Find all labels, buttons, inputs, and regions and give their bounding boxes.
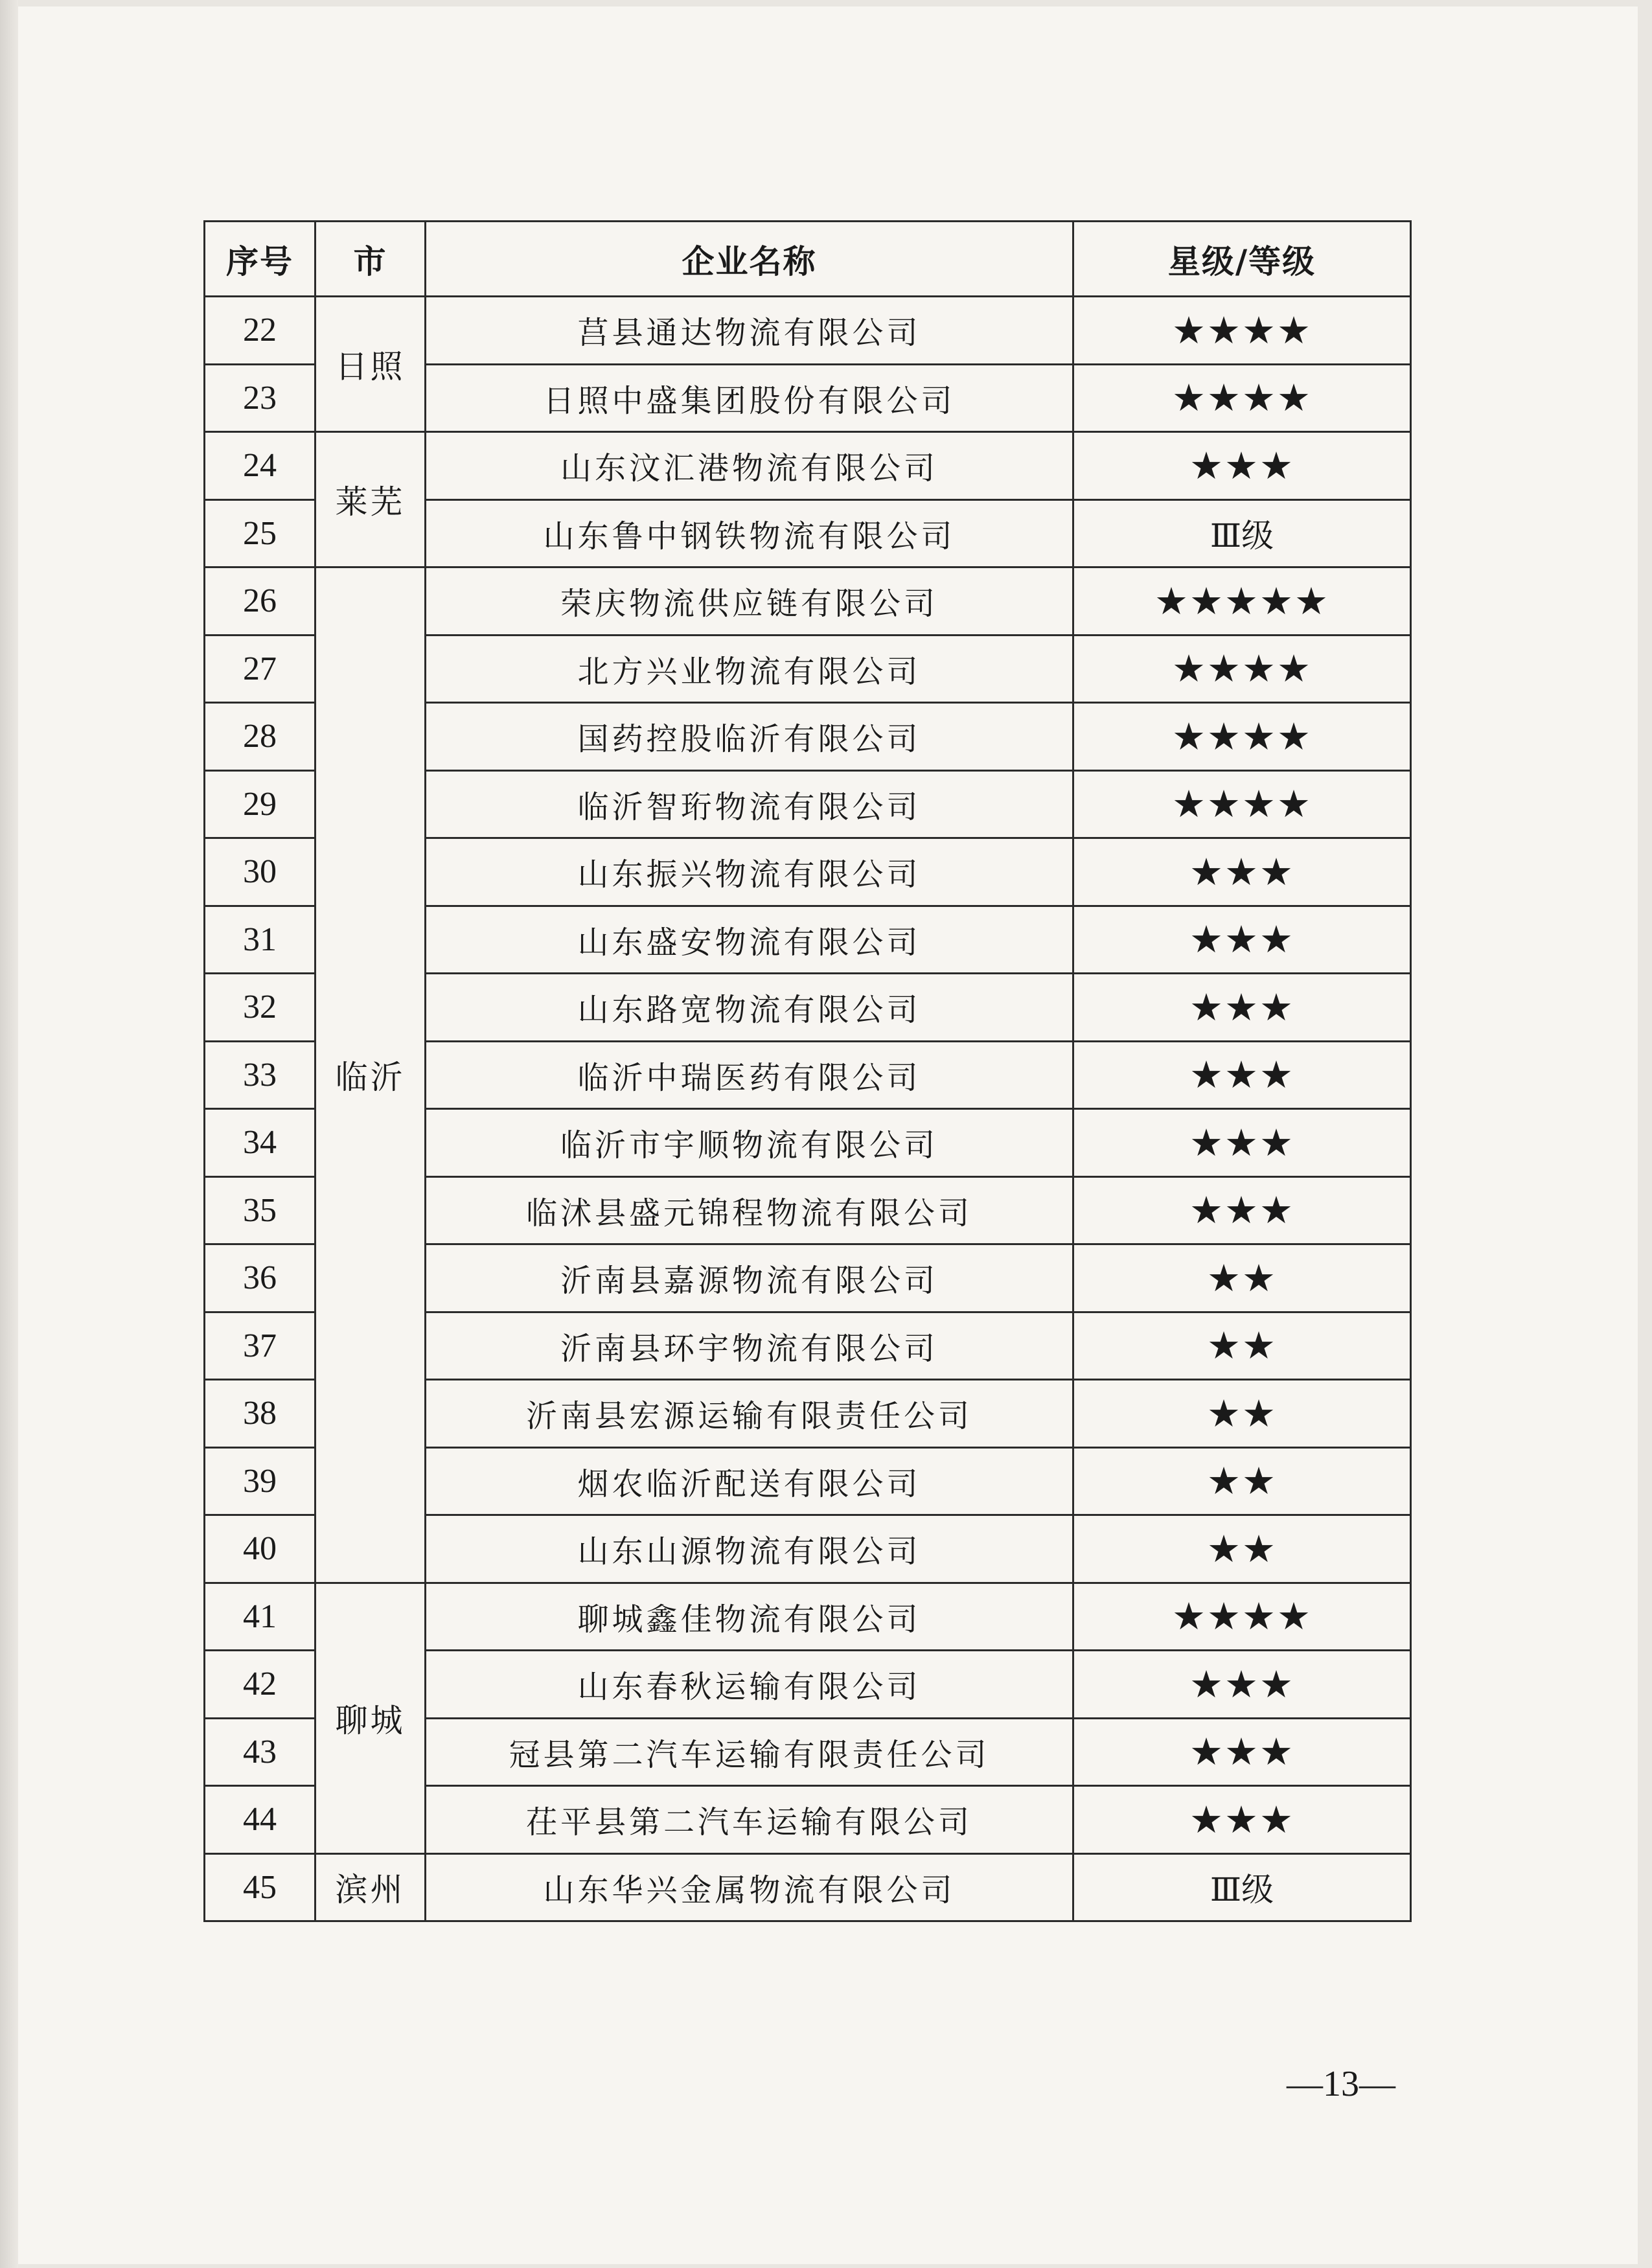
row-seq: 44 [205,1786,315,1854]
row-grade [1073,838,1411,906]
table-row [205,1853,1411,1921]
row-company-name: 山东山源物流有限公司 [426,1515,1073,1583]
table-header-row [205,222,1411,297]
row-company-name: 烟农临沂配送有限公司 [426,1447,1073,1515]
row-grade [1073,1041,1411,1109]
row-company-name: 临沂市宇顺物流有限公司 [426,1109,1073,1177]
row-grade [1073,1244,1411,1312]
row-grade [1073,974,1411,1042]
row-grade [1073,1109,1411,1177]
row-seq: 40 [205,1515,315,1583]
row-city: 滨州 [315,1853,426,1921]
row-grade [1073,1515,1411,1583]
row-grade [1073,1447,1411,1515]
row-seq: 34 [205,1109,315,1177]
row-seq: 31 [205,906,315,974]
row-grade [1073,1786,1411,1854]
row-city: 日照 [315,297,426,432]
star-rating: ★★★★★ [1154,578,1329,623]
star-rating: ★★★★ [1172,647,1312,691]
row-grade [1073,703,1411,771]
row-seq: 23 [205,364,315,432]
row-grade [1073,1718,1411,1786]
row-company-name: 临沂中瑞医药有限公司 [426,1041,1073,1109]
row-company-name: 莒县通达物流有限公司 [426,297,1073,365]
star-rating: ★★★ [1189,917,1294,962]
star-rating: ★★★ [1189,1662,1294,1706]
row-company-name: 山东盛安物流有限公司 [426,906,1073,974]
row-company-name: 荣庆物流供应链有限公司 [426,567,1073,636]
star-rating: ★★★ [1189,1053,1294,1097]
grade-level: Ⅲ级 [1210,1871,1274,1909]
row-seq: 45 [205,1853,315,1921]
star-rating: ★★ [1207,1459,1277,1504]
row-grade [1073,1176,1411,1244]
row-grade [1073,1853,1411,1921]
row-company-name: 山东振兴物流有限公司 [426,838,1073,906]
header-city: 市 [315,222,426,297]
star-rating: ★★ [1207,1255,1277,1300]
row-seq: 38 [205,1380,315,1448]
star-rating: ★★★★ [1172,1594,1312,1639]
star-rating: ★★★★ [1172,714,1312,759]
row-seq: 43 [205,1718,315,1786]
row-company-name: 沂南县环宇物流有限公司 [426,1312,1073,1380]
row-seq: 35 [205,1176,315,1244]
row-grade [1073,1583,1411,1651]
star-rating: ★★★ [1189,1730,1294,1774]
row-seq: 39 [205,1447,315,1515]
star-rating: ★★★ [1189,1188,1294,1233]
row-company-name: 沂南县宏源运输有限责任公司 [426,1380,1073,1448]
row-seq: 26 [205,567,315,636]
enterprise-rating-table [203,220,1412,1922]
star-rating: ★★★★ [1172,376,1312,420]
row-seq: 30 [205,838,315,906]
row-company-name: 北方兴业物流有限公司 [426,635,1073,703]
star-rating: ★★★ [1189,849,1294,894]
row-seq: 42 [205,1651,315,1719]
row-city: 莱芜 [315,432,426,567]
star-rating: ★★★★ [1172,782,1312,827]
row-city: 聊城 [315,1583,426,1853]
row-grade [1073,635,1411,703]
row-company-name: 沂南县嘉源物流有限公司 [426,1244,1073,1312]
star-rating: ★★ [1207,1526,1277,1571]
row-company-name: 山东汶汇港物流有限公司 [426,432,1073,500]
star-rating: ★★ [1207,1323,1277,1368]
table-row [205,432,1411,500]
row-seq: 28 [205,703,315,771]
star-rating: ★★★ [1189,1797,1294,1842]
row-seq: 32 [205,974,315,1042]
row-company-name: 山东春秋运输有限公司 [426,1651,1073,1719]
star-rating: ★★★ [1189,985,1294,1029]
row-company-name: 聊城鑫佳物流有限公司 [426,1583,1073,1651]
star-rating: ★★★ [1189,443,1294,488]
row-grade [1073,499,1411,567]
row-company-name: 日照中盛集团股份有限公司 [426,364,1073,432]
row-company-name: 临沂智珩物流有限公司 [426,770,1073,838]
row-seq: 37 [205,1312,315,1380]
table-body [205,297,1411,1921]
row-seq: 36 [205,1244,315,1312]
row-company-name: 山东路宽物流有限公司 [426,974,1073,1042]
row-grade [1073,1380,1411,1448]
row-company-name: 冠县第二汽车运输有限责任公司 [426,1718,1073,1786]
row-grade [1073,770,1411,838]
row-company-name: 山东华兴金属物流有限公司 [426,1853,1073,1921]
row-seq: 33 [205,1041,315,1109]
grade-level: Ⅲ级 [1210,517,1274,555]
header-seq: 序号 [205,222,315,297]
table-row [205,297,1411,365]
table-row [205,567,1411,636]
star-rating: ★★ [1207,1391,1277,1436]
row-seq: 22 [205,297,315,365]
row-seq: 41 [205,1583,315,1651]
page-number: —13— [1287,2064,1395,2104]
row-seq: 27 [205,635,315,703]
row-company-name: 茌平县第二汽车运输有限公司 [426,1786,1073,1854]
row-seq: 24 [205,432,315,500]
header-name: 企业名称 [426,222,1073,297]
table-row [205,1583,1411,1651]
row-company-name: 国药控股临沂有限公司 [426,703,1073,771]
row-grade [1073,432,1411,500]
star-rating: ★★★★ [1172,308,1312,352]
star-rating: ★★★ [1189,1120,1294,1165]
row-grade [1073,297,1411,365]
row-city: 临沂 [315,567,426,1583]
row-grade [1073,567,1411,636]
row-company-name: 山东鲁中钢铁物流有限公司 [426,499,1073,567]
row-grade [1073,906,1411,974]
row-grade [1073,1651,1411,1719]
row-grade [1073,364,1411,432]
row-company-name: 临沭县盛元锦程物流有限公司 [426,1176,1073,1244]
header-grade: 星级/等级 [1073,222,1411,297]
row-seq: 25 [205,499,315,567]
scan-shadow [0,0,18,2268]
row-grade [1073,1312,1411,1380]
row-seq: 29 [205,770,315,838]
